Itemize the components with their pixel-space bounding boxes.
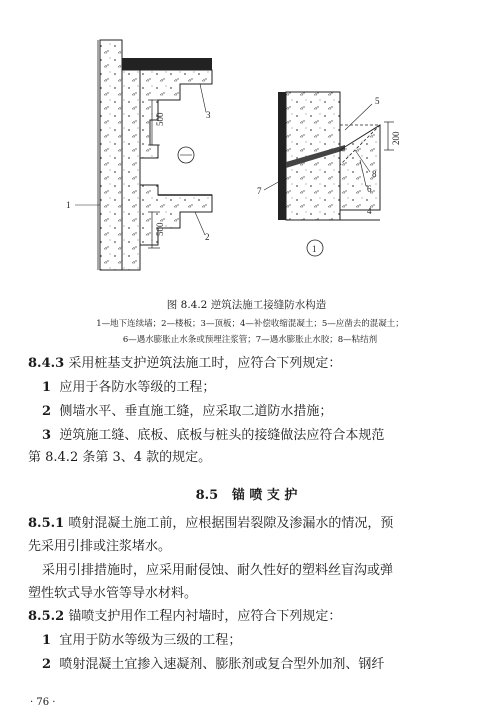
list-item-continuation: 第 8.4.2 条第 3、4 款的规定。 [28, 450, 212, 465]
section-number: 8.5 [195, 488, 219, 503]
left-section-drawing [75, 40, 212, 270]
label-5: 5 [375, 96, 380, 106]
figure-legend-line-1: 1—地下连续墙；2—楼板；3—顶板；4—补偿收缩混凝土；5—应凿去的混凝土； [96, 319, 404, 329]
label-1-left: 1 [66, 200, 71, 210]
list-item [42, 633, 482, 649]
item-text: 喷射混凝土宜掺入速凝剂、膨胀剂或复合型外加剂、钢纤 [59, 657, 385, 672]
label-2-left: 2 [205, 232, 210, 242]
dim-200: 200 [391, 131, 401, 145]
section-title: 锚 喷 支 护 [231, 488, 298, 503]
dim-500-lower: 500 [155, 222, 165, 236]
item-number: 3 [42, 428, 52, 443]
clause-8-5-2 [28, 609, 468, 625]
label-4: 4 [367, 206, 372, 216]
paragraph-line: 采用引排措施时，应采用耐侵蚀、耐久性好的塑料丝盲沟或弹 [42, 563, 394, 578]
section-heading [0, 484, 493, 503]
dim-500-upper: 500 [155, 112, 165, 126]
clause-text: 锚喷支护用作工程内衬墙时，应符合下列规定： [68, 609, 342, 624]
figure-legend-line-2: 6—遇水膨胀止水条或预埋注浆管；7—遇水膨胀止水胶；8—粘结剂 [122, 335, 378, 345]
label-6: 6 [367, 184, 372, 194]
label-3-left: 3 [206, 110, 211, 120]
clause-8-5-1 [28, 516, 468, 532]
item-text: 侧墙水平、垂直施工缝，应采取二道防水措施； [59, 404, 333, 419]
list-item [42, 657, 482, 673]
list-item [42, 428, 482, 444]
clause-8-4-3 [28, 356, 468, 372]
item-number: 2 [42, 657, 52, 672]
paragraph-line: 先采用引排或注浆堵水。 [28, 539, 172, 554]
page-number: · 76 · [30, 697, 56, 708]
clause-number: 8.4.3 [28, 356, 65, 371]
item-number: 1 [42, 633, 52, 648]
item-text: 应用于各防水等级的工程； [59, 380, 216, 395]
label-7: 7 [257, 186, 262, 196]
item-text: 宜用于防水等级为三级的工程； [59, 633, 242, 648]
label-8: 8 [372, 169, 377, 179]
item-number: 2 [42, 404, 52, 419]
construction-detail-figure [0, 0, 493, 300]
item-number: 1 [42, 380, 52, 395]
paragraph-line: 塑性软式导水管等导水材料。 [28, 586, 198, 601]
list-item [42, 380, 482, 396]
figure-caption: 图 8.4.2 逆筑法施工接缝防水构造 [166, 299, 327, 311]
detail-marker: 1 [312, 244, 317, 254]
clause-number: 8.5.1 [28, 516, 65, 531]
clause-number: 8.5.2 [28, 609, 65, 624]
clause-text: 采用桩基支护逆筑法施工时，应符合下列规定： [68, 356, 342, 371]
clause-text: 喷射混凝土施工前，应根据围岩裂隙及渗漏水的情况，预 [68, 516, 394, 531]
item-text: 逆筑施工缝、底板、底板与桩头的接缝做法应符合本规范 [59, 428, 385, 443]
list-item [42, 404, 482, 420]
